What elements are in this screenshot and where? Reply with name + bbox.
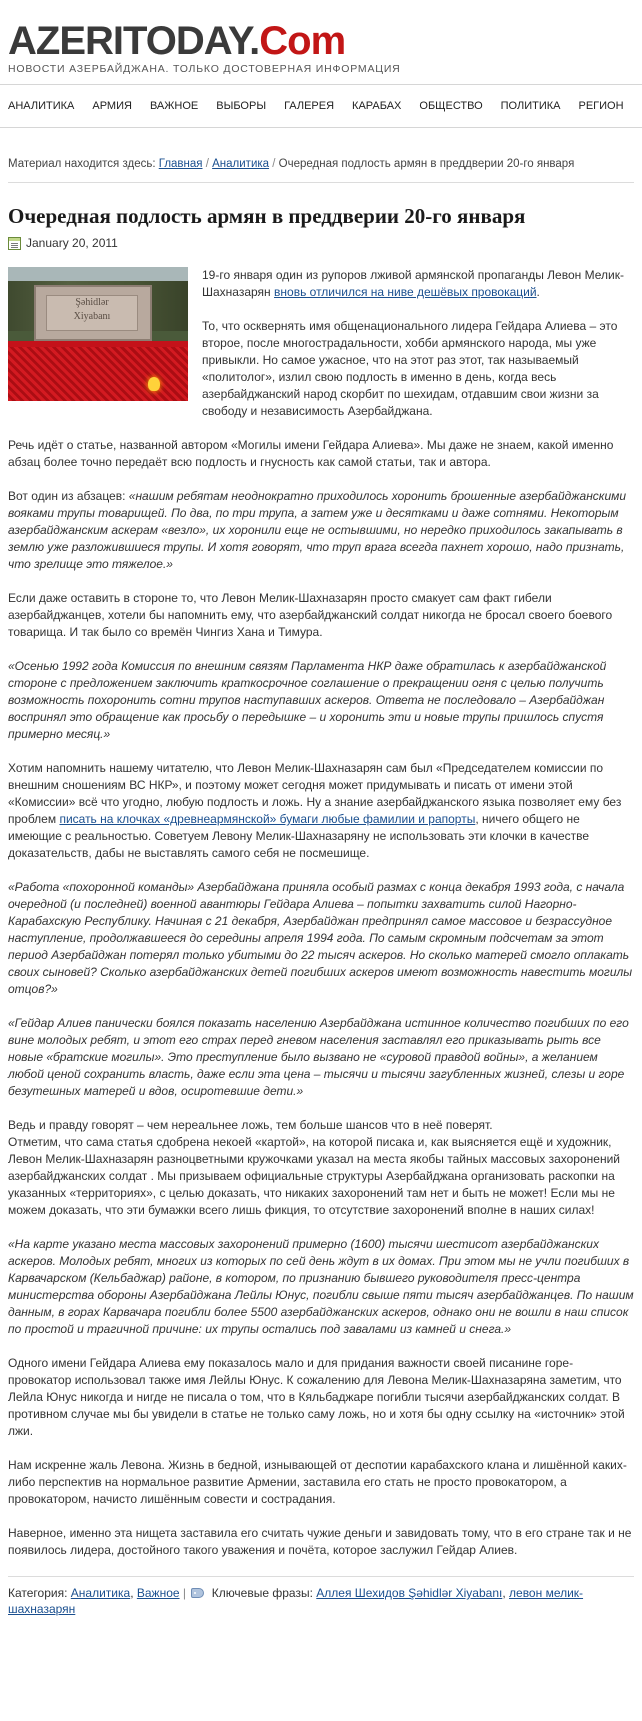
breadcrumb-current: Очередная подлость армян в преддверии 20-го января [278,158,575,170]
site-slogan: НОВОСТИ АЗЕРБАЙДЖАНА. ТОЛЬКО ДОСТОВЕРНАЯ ИНФОРМАЦИЯ [8,63,401,75]
quote: «нашим ребятам неоднократно приходилось хоронить брошенные азербайджанскими вояками трупы товарищей. По два, по три трупа, а затем уже и десятками и даже сотнями. Некоторым азербайджанским аскерам «везло», их хоронили еще не остывшими, но нередко приходилось закапывать в землю уже разложившиеся трупы. И хотя говорят, что труп врага всегда пахнет хорошо, надо признать, что зрелище это тяжелое.» [8,489,627,571]
keyword-link-levon[interactable]: левон мелик-шахназарян [8,1586,584,1616]
meta-separator: | [182,1586,187,1600]
article-photo [8,267,188,401]
category-link-important[interactable]: Важное [136,1586,180,1600]
nav-item-analytics[interactable]: АНАЛИТИКА [8,100,75,112]
breadcrumb-separator: / [205,158,209,170]
article-date [8,235,634,251]
nav-item-army[interactable]: АРМИЯ [92,100,132,112]
paragraph: Наверное, именно эта нищета заставила его считать чужие деньги и завидовать тому, что в его стране так и не появилось лидера, достойного такого уважения и почёта, которое заслужил Гейдар Алиев. [8,1526,632,1557]
paragraph: Нам искренне жаль Левона. Жизнь в бедной, изнывающей от деспотии карабахского клана и лишённой каких-либо перспектив на нормальное развитие Армении, заставила его стать не просто провокатором, а провокатором, начисто лишённым совести и сострадания. [8,1458,627,1506]
paragraph: Вот один из абзацев: «нашим ребятам неоднократно приходилось хоронить брошенные азербайджанскими вояками трупы товарищей. По два, по три трупа, а затем уже и десятками и даже сотнями. Некоторым азербайджанским аскерам «везло», их хоронили еще не остывшими, но нередко приходилось закапывать в землю уже разложившиеся трупы. И хотя говорят, что труп врага всегда пахнет хорошо, надо признать, что зрелище это тяжелое.» [8,489,627,571]
nav-item-important[interactable]: ВАЖНОЕ [149,100,199,112]
quote-paragraph: «Гейдар Алиев панически боялся показать населению Азербайджана истинное количество погибших по его вине молодых ребят, и этот его страх перед гневом населения заставлял его приказывать рыть все новые «братские могилы». Это преступление было вызвано не «суровой правдой войны», а желанием любой ценой сохранить власть, даже если эта цена – тысячи и тысячи загубленных жизней, слезы и горе безутешных матерей и вдов, осиротевшие дети.» [8,1016,629,1098]
memorial-sign: Şəhidlər Xiyabanı [46,295,138,331]
site-header [0,0,642,80]
breadcrumb-separator: / [272,158,276,170]
nav-item-elections[interactable]: ВЫБОРЫ [216,100,267,112]
papers-link[interactable]: писать на клочках «древнеармянской» бумаги любые фамилии и рапорты [59,812,476,826]
category-link-analytics[interactable]: Аналитика [70,1586,131,1600]
paragraph: То, что осквернять имя общенационального лидера Гейдара Алиева – это второе, после многострадальности, хобби армянского народа, мы уже привыкли. Но самое ужасное, что на этот раз этот, так называемый «политолог», излил свою подлость в именно в день, когда весь азербайджанский народ скорбит по шехидам, отдавшим свои жизни за свободу и независимость Азербайджана. [202,319,618,418]
nav-item-society[interactable]: ОБЩЕСТВО [419,100,483,112]
paragraph: Ведь и правду говорят – чем нереальнее ложь, тем больше шансов что в неё поверят. [8,1118,493,1132]
main-nav [0,84,642,128]
article-body [8,267,634,1559]
quote-paragraph: «На карте указано места массовых захоронений примерно (1600) тысячи шестисот азербайджанских аскеров. Молодых ребят, многих из которых по сей день ждут в их домах. При этом мы не учли погибших в Карвачарском (Кельбаджар) районе, в котором, по признанию бывшего руководителя пресс-центра министерства обороны Азербайджана Лейлы Юнус, погибли свыше пяти тысяч азербайджанцев. По нашим данным, в горах Карвачара погибли более 5500 азербайджанских аскеров, однако они не вошли в наш список по простой и трагичной причине: их трупы остались под завалами из камней и снега.» [8,1237,634,1336]
article-meta: Категория: Аналитика, Важное | Ключевые фразы: Аллея Шехидов Şəhidlər Xiyabanı, левон мелик-шахназарян [8,1576,634,1617]
quote-paragraph: «Осенью 1992 года Комиссия по внешним связям Парламента НКР даже обратилась к азербайджанской стороне с предложением заключить краткосрочное соглашение о прекращении огня с целью получить возможность похоронить сотни трупов наступавших аскеров. Ответа не последовало – Азербайджан воспринял это обращение как просьбу о передышке – и хоронить эти и новые трупы пришлось спустя примерно месяц.» [8,659,607,741]
paragraph: Речь идёт о статье, названной автором «Могилы имени Гейдара Алиева». Мы даже не знаем, какой именно абзац более точно передаёт всю подлость и гнусность как самой статьи, так и автора. [8,438,614,469]
nav-item-gallery[interactable]: ГАЛЕРЕЯ [284,100,335,112]
keywords-label: Ключевые фразы: [211,1586,313,1600]
breadcrumb-section-link[interactable]: Аналитика [212,158,270,170]
nav-item-region[interactable]: РЕГИОН [578,100,624,112]
paragraph: 19-го января один из рупоров лживой армянской пропаганды Левон Мелик-Шахназарян вновь отличился на ниве дешёвых провокаций. [202,268,624,299]
paragraph: Хотим напомнить нашему читателю, что Левон Мелик-Шахназарян сам был «Председателем комиссии по внешним сношениям ВС НКР», и поэтому может сегодня может придумывать и писать от имени этой «Комиссии» всё что угодно, любую подлость и ложь. Ну а знание азербайджанского языка позволяет ему без проблем писать на клочках «древнеармянской» бумаги любые фамилии и рапорты, ничего общего не имеющие с реальностью. Советуем Левону Мелик-Шахназаряну не использовать эти клочки в качестве доказательств, дабы не выставлять самого себя не посмешище. [8,761,622,860]
paragraph: Отметим, что сама статья сдобрена некоей «картой», на которой писака и, как выясняется ещё и художник, Левон Мелик-Шахназарян разноцветными кружочками указал на места якобы тайных массовых захоронений азербайджанских солдат . Мы призываем официальные структуры Азербайджана организовать раскопки на указанных «территориях», с целью доказать, что никаких захоронений там нет и быть не может! Если мы не можем доказать, что эти бумажки всего лишь фикция, то отсутствие захоронений вполне в наших силах! [8,1135,620,1217]
calendar-icon [8,237,21,250]
eternal-flame [148,377,160,391]
provocations-link[interactable]: вновь отличился на ниве дешёвых провокаций [274,285,537,299]
paragraph: Если даже оставить в стороне то, что Левон Мелик-Шахназарян просто смакует сам факт гибели азербайджанцев, хотели бы напомнить ему, что азербайджанский солдат никогда не бросал своего боевого товарища. И так было со времён Чингиз Хана и Тимура. [8,591,613,639]
nav-item-politics[interactable]: ПОЛИТИКА [500,100,561,112]
article-title: Очередная подлость армян в преддверии 20-го января [8,204,526,228]
keyword-link-alley[interactable]: Аллея Шехидов Şəhidlər Xiyabanı [316,1586,503,1600]
article-date-text: January 20, 2011 [26,236,118,250]
tag-icon [191,1588,204,1598]
breadcrumb [8,148,634,183]
nav-item-karabakh[interactable]: КАРАБАХ [352,100,402,112]
category-label: Категория: [8,1586,68,1600]
breadcrumb-home-link[interactable]: Главная [158,158,203,170]
breadcrumb-prefix: Материал находится здесь: [8,158,156,170]
quote-paragraph: «Работа «похоронной команды» Азербайджана приняла особый размах с конца декабря 1993 года, с начала очередной (и последней) военной авантюры Гейдара Алиева – попытки захватить силой Нагорно-Карабахскую Республику. Начиная с 21 декабря, Азербайджан предпринял самое массовое и безрассудное наступление, продолжавшееся до середины апреля 1994 года. По самым скромным подсчетам за этот период Азербайджан потерял только убитыми до 22 тысяч аскеров. Но сколько матерей смогло оплакать своих сыновей? Сколько азербайджанских детей погибших аскеров имеют возможность навестить могилы отцов?» [8,880,633,996]
paragraph: Одного имени Гейдара Алиева ему показалось мало и для придания важности своей писанине горе-провокатор использовал также имя Лейлы Юнус. К сожалению для Левона Мелик-Шахназаряна заметим, что Лейла Юнус никогда и нигде не писала о том, что в Кяльбаджаре погибли тысячи азербайджанских солдат. В противном случае мы бы увидели в статье не только саму ложь, но и хотя бы одну ссылку на «источник» этой лжи. [8,1356,625,1438]
site-logo[interactable]: AZERITODAY.Com [8,19,346,63]
